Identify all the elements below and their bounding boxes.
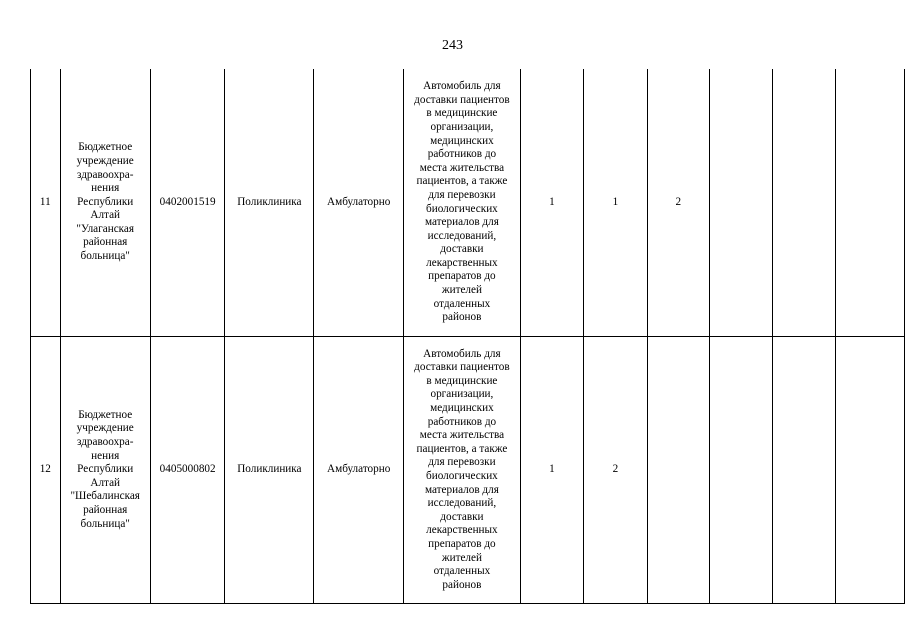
organization-code: 0402001519: [150, 69, 225, 337]
organization-name: Бюджетное учреждение здравоохра- нения Республики Алтай "Шебалинская районная больница": [60, 337, 150, 604]
table-row: [31, 69, 905, 337]
vehicle-purpose: Автомобиль для доставки пациентов в медицинские организации, медицинских работников до места жительства пациентов, а также для перевозки биологических материалов для исследований, доставки лекарственных препаратов до жителей отдаленных районов: [404, 69, 521, 337]
count-cell-4: [710, 337, 773, 604]
table-row: [31, 337, 905, 604]
count-cell-5: [772, 337, 835, 604]
vehicles-table: [30, 69, 905, 604]
count-cell-3: 2: [647, 69, 709, 337]
vehicle-purpose: Автомобиль для доставки пациентов в медицинские организации, медицинских работников до места жительства пациентов, а также для перевозки биологических материалов для исследований, доставки лекарственных препаратов до жителей отдаленных районов: [404, 337, 521, 604]
count-cell-6: [835, 69, 904, 337]
row-number: 12: [31, 337, 61, 604]
page-number: 243: [442, 38, 463, 53]
count-cell-3: [647, 337, 709, 604]
row-number: 11: [31, 69, 61, 337]
unit-type: Поликлиника: [225, 337, 314, 604]
unit-type: Поликлиника: [225, 69, 314, 337]
count-cell-4: [710, 69, 773, 337]
count-cell-2: 1: [584, 69, 647, 337]
count-cell-1: 1: [520, 337, 583, 604]
count-cell-2: 2: [584, 337, 647, 604]
organization-name: Бюджетное учреждение здравоохра- нения Республики Алтай "Улаганская районная больница": [60, 69, 150, 337]
count-cell-5: [772, 69, 835, 337]
count-cell-1: 1: [520, 69, 583, 337]
care-mode: Амбулаторно: [314, 69, 404, 337]
care-mode: Амбулаторно: [314, 337, 404, 604]
count-cell-6: [835, 337, 904, 604]
organization-code: 0405000802: [150, 337, 225, 604]
